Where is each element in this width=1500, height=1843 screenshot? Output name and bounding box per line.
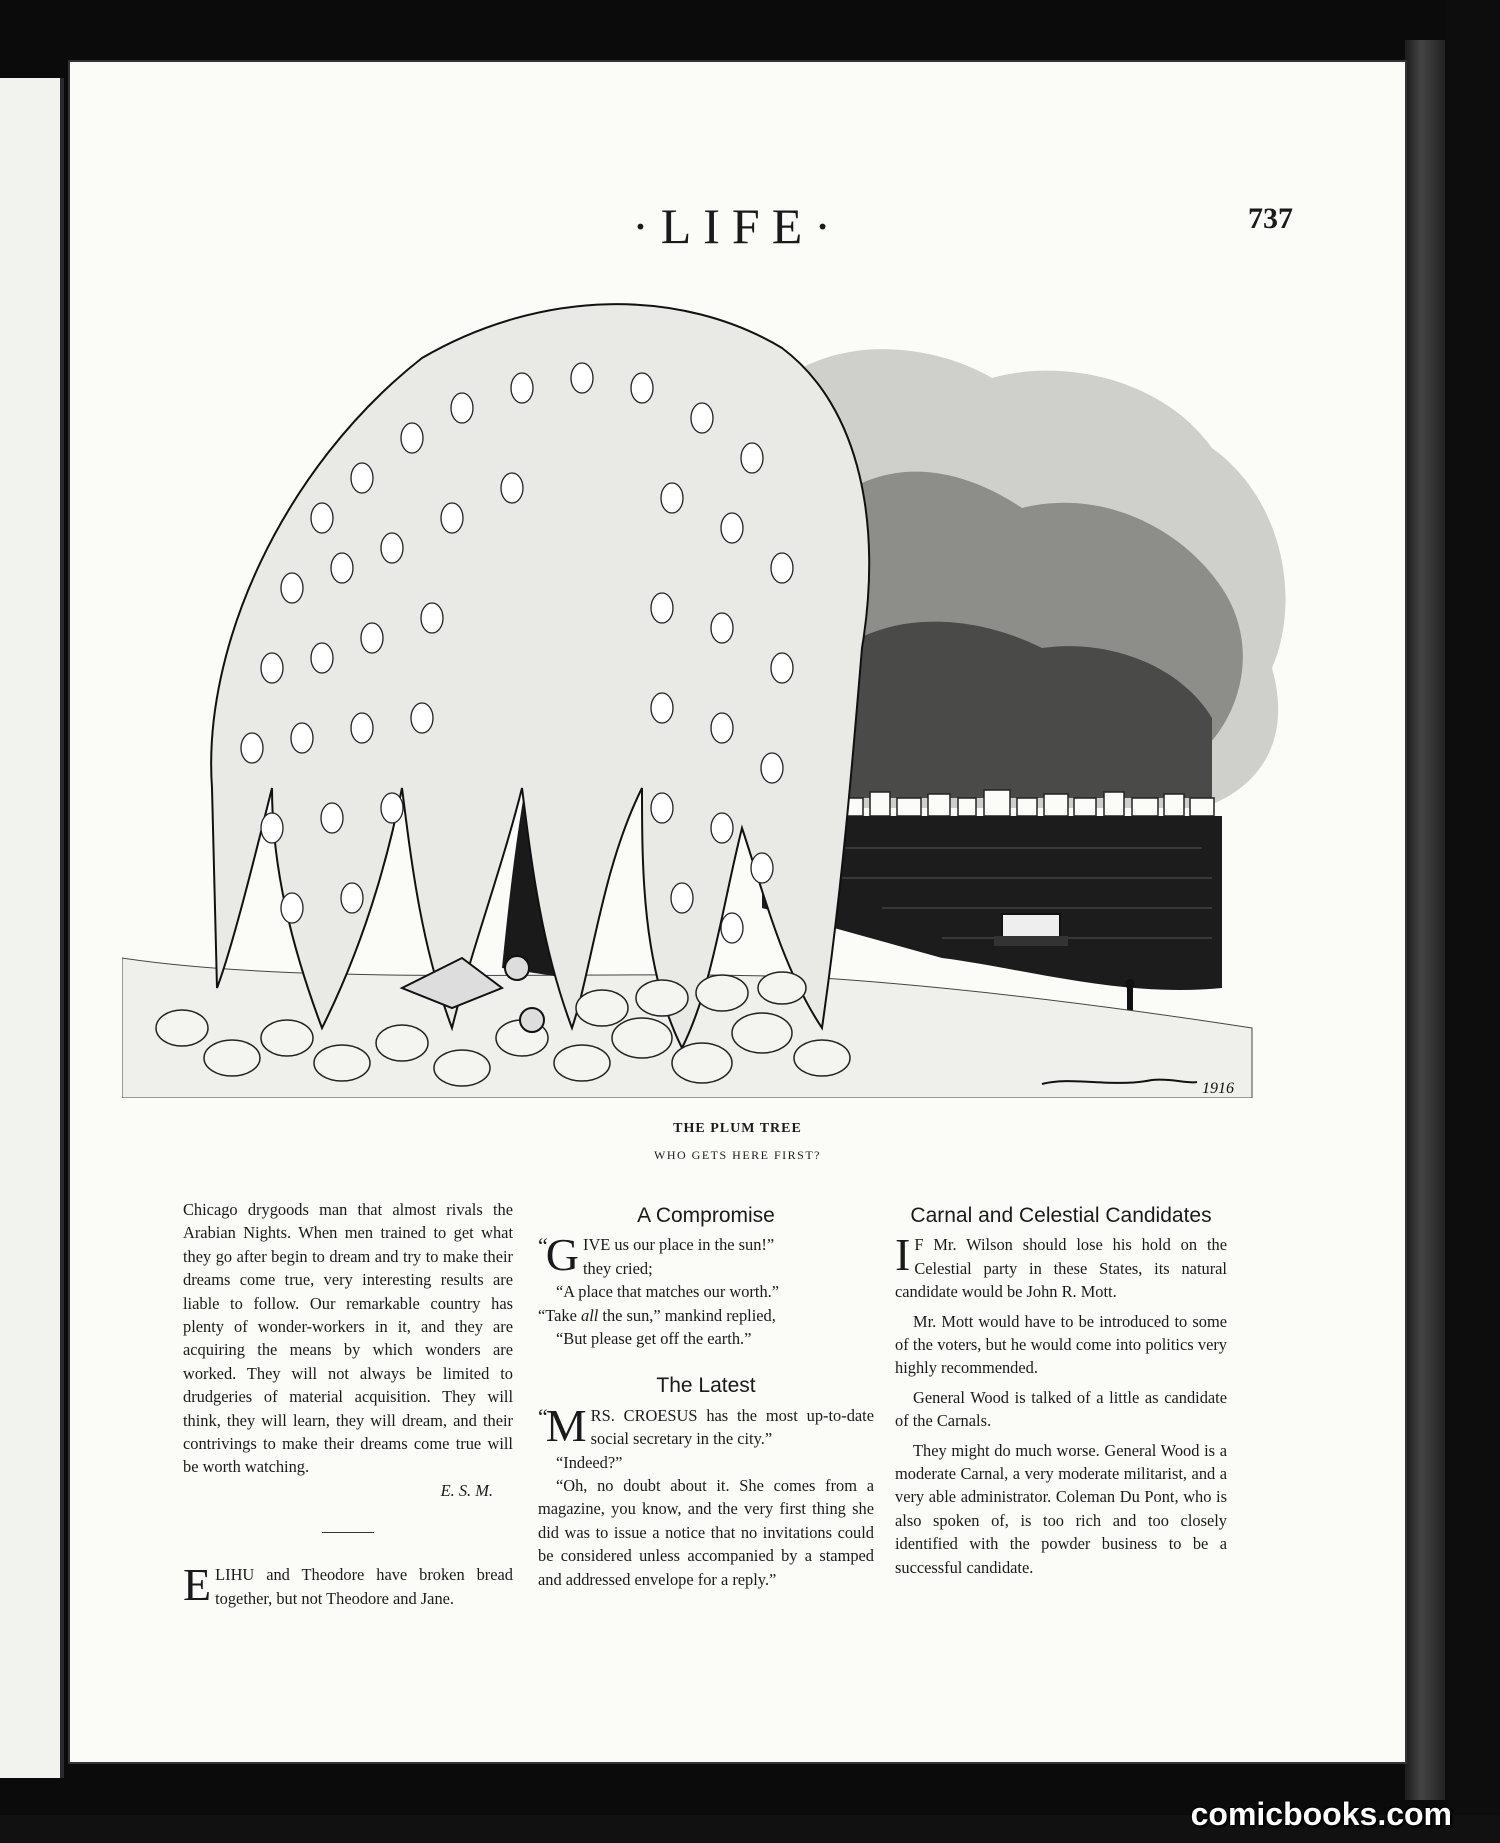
drop-cap: G xyxy=(545,1229,579,1281)
drop-cap: M xyxy=(545,1399,587,1451)
artist-signature-date: 1916 xyxy=(1202,1080,1234,1097)
column-3 xyxy=(895,1198,1227,1579)
column-1 xyxy=(183,1198,513,1610)
editorial-signature: E. S. M. xyxy=(440,1480,493,1500)
illustration-caption-title: THE PLUM TREE xyxy=(673,1121,802,1136)
column-2 xyxy=(538,1198,874,1591)
latest-paragraph-1: “ M RS. CROESUS has the most up-to-date social secretary in the city.” xyxy=(538,1399,874,1451)
illustration-caption-subtitle: WHO GETS HERE FIRST? xyxy=(654,1148,821,1162)
candidates-paragraph-1: I F Mr. Wilson should lose his hold on the Celestial party in these States, its natural candidate would be John R. Mott. xyxy=(895,1229,1227,1302)
drop-cap: I xyxy=(895,1229,911,1281)
latest-paragraph-2: “Indeed?” xyxy=(556,1452,623,1472)
heading-carnal-and-celestial-candidates: Carnal and Celestial Candidates xyxy=(910,1204,1212,1227)
section-divider xyxy=(322,1532,374,1533)
masthead-title: ·LIFE· xyxy=(632,198,843,254)
drop-cap: E xyxy=(183,1559,212,1611)
cartoon-plum-tree-illustration xyxy=(122,268,1362,1098)
magazine-page xyxy=(70,62,1405,1762)
candidates-paragraph-2: Mr. Mott would have to be introduced to some of the voters, but he would come into politics very highly recommended. xyxy=(895,1311,1227,1378)
candidates-paragraph-4: They might do much worse. General Wood is a moderate Carnal, a very moderate militarist, and a very able administrator. Coleman Du Pont, who is also spoken of, is too rich and too closely identified with the powder business to be a successful candidate. xyxy=(895,1440,1227,1577)
candidates-paragraph-3: General Wood is talked of a little as candidate of the Carnals. xyxy=(895,1387,1227,1431)
page-number: 737 xyxy=(1248,202,1293,235)
editorial-paragraph: Chicago drygoods man that almost rivals the Arabian Nights. When men trained to get what they go after begin to dream and try to make their dreams come true, very interesting results are liable to follow. Our remarkable country has plenty of wonder-workers in it, and they are acquiring the means by which wonders are worked. They will not always be limited to drudgeries of material acquisition. They will think, they will learn, they will dream, and their contrivings to make their dreams come true will be worth watching. xyxy=(183,1200,513,1477)
scan-border xyxy=(1445,0,1500,1843)
elihu-paragraph: ELIHU and Theodore have broken bread together, but not Theodore and Jane. xyxy=(183,1559,513,1611)
heading-a-compromise: A Compromise xyxy=(637,1204,775,1227)
binding-edge xyxy=(1405,40,1445,1800)
latest-paragraph-3: “Oh, no doubt about it. She comes from a magazine, you know, and the very first thing she did was to issue a notice that no invitations could be considered unless accompanied by a stamped and addressed envelope for a reply.” xyxy=(538,1476,874,1589)
poem-a-compromise: “ G IVE us our place in the sun!” they cried; “A place that matches our worth.” “Take all the sun,” mankind replied, “But please get off the earth.” xyxy=(538,1229,780,1349)
heading-the-latest: The Latest xyxy=(656,1374,756,1398)
previous-page-edge xyxy=(0,78,64,1778)
watermark-logo: comicbooks.com xyxy=(1190,1796,1452,1832)
